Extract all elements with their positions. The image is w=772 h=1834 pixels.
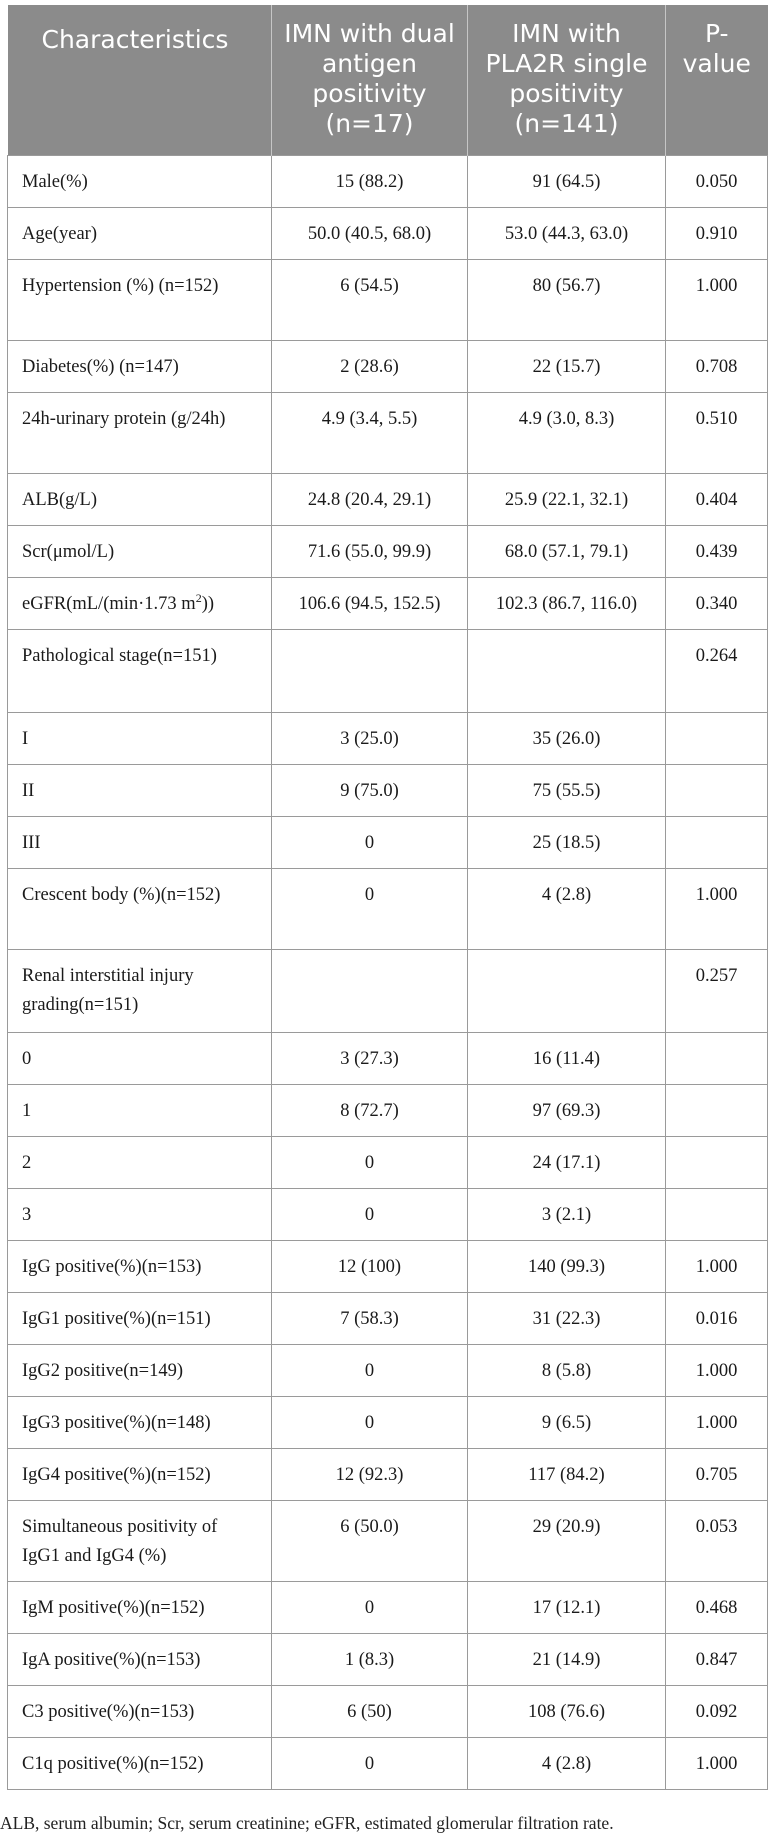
cell-p-value: 0.340 (666, 577, 768, 629)
cell-single-positivity: 25 (18.5) (468, 816, 666, 868)
cell-characteristic: I (8, 712, 272, 764)
table-row (8, 1581, 768, 1633)
cell-single-positivity: 140 (99.3) (468, 1240, 666, 1292)
cell-single-positivity: 31 (22.3) (468, 1292, 666, 1344)
table-row (8, 1448, 768, 1500)
table-row (8, 712, 768, 764)
cell-dual-positivity: 6 (50) (272, 1685, 468, 1737)
table-row (8, 577, 768, 629)
cell-characteristic: IgM positive(%)(n=152) (8, 1581, 272, 1633)
table-row (8, 816, 768, 868)
cell-single-positivity: 91 (64.5) (468, 155, 666, 207)
table-row (8, 1240, 768, 1292)
cell-p-value: 0.510 (666, 392, 768, 473)
cell-single-positivity: 25.9 (22.1, 32.1) (468, 473, 666, 525)
cell-p-value: 0.847 (666, 1633, 768, 1685)
cell-dual-positivity: 0 (272, 816, 468, 868)
table-row (8, 764, 768, 816)
cell-p-value: 0.053 (666, 1500, 768, 1581)
cell-dual-positivity: 0 (272, 1344, 468, 1396)
table-row (8, 1292, 768, 1344)
cell-dual-positivity: 15 (88.2) (272, 155, 468, 207)
cell-p-value (666, 764, 768, 816)
cell-dual-positivity: 1 (8.3) (272, 1633, 468, 1685)
table-row (8, 1500, 768, 1581)
cell-characteristic: 1 (8, 1084, 272, 1136)
table-row (8, 1032, 768, 1084)
cell-p-value: 1.000 (666, 1737, 768, 1789)
table-row (8, 949, 768, 1032)
table-container (7, 5, 767, 1790)
cell-p-value: 0.050 (666, 155, 768, 207)
cell-dual-positivity: 0 (272, 1188, 468, 1240)
cell-single-positivity: 75 (55.5) (468, 764, 666, 816)
cell-characteristic: Age(year) (8, 207, 272, 259)
cell-single-positivity: 17 (12.1) (468, 1581, 666, 1633)
cell-single-positivity: 21 (14.9) (468, 1633, 666, 1685)
cell-p-value: 0.264 (666, 629, 768, 712)
cell-single-positivity: 4 (2.8) (468, 868, 666, 949)
cell-characteristic: Simultaneous positivity of IgG1 and IgG4 (%) (8, 1500, 272, 1581)
cell-single-positivity: 35 (26.0) (468, 712, 666, 764)
cell-dual-positivity: 2 (28.6) (272, 340, 468, 392)
cell-characteristic: C3 positive(%)(n=153) (8, 1685, 272, 1737)
cell-p-value: 1.000 (666, 1240, 768, 1292)
cell-single-positivity: 117 (84.2) (468, 1448, 666, 1500)
cell-characteristic: IgA positive(%)(n=153) (8, 1633, 272, 1685)
table-row (8, 207, 768, 259)
cell-characteristic: 0 (8, 1032, 272, 1084)
cell-p-value: 0.708 (666, 340, 768, 392)
cell-single-positivity: 29 (20.9) (468, 1500, 666, 1581)
cell-single-positivity: 80 (56.7) (468, 259, 666, 340)
table-row (8, 392, 768, 473)
table-row (8, 1344, 768, 1396)
cell-characteristic: eGFR(mL/(min·1.73 $m^2$)) (8, 577, 272, 629)
header-p-value: P-value (666, 5, 768, 155)
table-footnote: ALB, serum albumin; Scr, serum creatinine; eGFR, estimated glomerular filtration rate. (0, 1813, 614, 1833)
cell-characteristic: IgG1 positive(%)(n=151) (8, 1292, 272, 1344)
table-row (8, 155, 768, 207)
cell-p-value: 0.016 (666, 1292, 768, 1344)
cell-p-value: 0.439 (666, 525, 768, 577)
cell-characteristic: IgG3 positive(%)(n=148) (8, 1396, 272, 1448)
cell-single-positivity (468, 949, 666, 1032)
table-row (8, 473, 768, 525)
cell-characteristic: Pathological stage(n=151) (8, 629, 272, 712)
header-characteristics: Characteristics (8, 5, 272, 155)
cell-p-value: 0.092 (666, 1685, 768, 1737)
cell-characteristic: III (8, 816, 272, 868)
cell-dual-positivity: 4.9 (3.4, 5.5) (272, 392, 468, 473)
cell-dual-positivity: 106.6 (94.5, 152.5) (272, 577, 468, 629)
table-row (8, 525, 768, 577)
cell-p-value (666, 1188, 768, 1240)
cell-p-value: 0.468 (666, 1581, 768, 1633)
table-row (8, 1737, 768, 1789)
cell-p-value: 1.000 (666, 868, 768, 949)
table-row (8, 1188, 768, 1240)
cell-p-value: 1.000 (666, 1344, 768, 1396)
cell-characteristic: C1q positive(%)(n=152) (8, 1737, 272, 1789)
cell-p-value (666, 1136, 768, 1188)
cell-single-positivity: 108 (76.6) (468, 1685, 666, 1737)
table-header (8, 5, 768, 155)
cell-p-value: 0.257 (666, 949, 768, 1032)
cell-dual-positivity: 0 (272, 1581, 468, 1633)
table-row (8, 629, 768, 712)
table-row (8, 868, 768, 949)
cell-characteristic: IgG4 positive(%)(n=152) (8, 1448, 272, 1500)
cell-dual-positivity: 3 (25.0) (272, 712, 468, 764)
cell-dual-positivity: 6 (54.5) (272, 259, 468, 340)
cell-dual-positivity (272, 949, 468, 1032)
cell-dual-positivity: 12 (100) (272, 1240, 468, 1292)
cell-dual-positivity: 8 (72.7) (272, 1084, 468, 1136)
cell-characteristic: Male(%) (8, 155, 272, 207)
cell-single-positivity: 102.3 (86.7, 116.0) (468, 577, 666, 629)
cell-characteristic: IgG positive(%)(n=153) (8, 1240, 272, 1292)
cell-dual-positivity: 0 (272, 1737, 468, 1789)
cell-characteristic: 2 (8, 1136, 272, 1188)
cell-single-positivity: 53.0 (44.3, 63.0) (468, 207, 666, 259)
cell-dual-positivity: 3 (27.3) (272, 1032, 468, 1084)
cell-p-value: 1.000 (666, 259, 768, 340)
table-row (8, 1136, 768, 1188)
table-row (8, 1685, 768, 1737)
cell-characteristic: IgG2 positive(n=149) (8, 1344, 272, 1396)
cell-p-value: 1.000 (666, 1396, 768, 1448)
header-single-positivity: IMN with PLA2R single positivity (n=141) (468, 5, 666, 155)
cell-single-positivity: 9 (6.5) (468, 1396, 666, 1448)
cell-single-positivity (468, 629, 666, 712)
characteristics-table (7, 5, 768, 1790)
cell-characteristic: Renal interstitial injury grading(n=151) (8, 949, 272, 1032)
cell-single-positivity: 4 (2.8) (468, 1737, 666, 1789)
cell-dual-positivity: 50.0 (40.5, 68.0) (272, 207, 468, 259)
cell-single-positivity: 4.9 (3.0, 8.3) (468, 392, 666, 473)
cell-characteristic: 24h-urinary protein (g/24h) (8, 392, 272, 473)
cell-single-positivity: 16 (11.4) (468, 1032, 666, 1084)
cell-p-value: 0.910 (666, 207, 768, 259)
cell-characteristic: II (8, 764, 272, 816)
cell-characteristic: Crescent body (%)(n=152) (8, 868, 272, 949)
table-row (8, 1633, 768, 1685)
cell-p-value (666, 816, 768, 868)
cell-dual-positivity: 24.8 (20.4, 29.1) (272, 473, 468, 525)
cell-dual-positivity: 71.6 (55.0, 99.9) (272, 525, 468, 577)
cell-p-value (666, 1032, 768, 1084)
cell-single-positivity: 22 (15.7) (468, 340, 666, 392)
cell-dual-positivity: 0 (272, 1396, 468, 1448)
header-dual-positivity: IMN with dual antigen positivity (n=17) (272, 5, 468, 155)
cell-single-positivity: 3 (2.1) (468, 1188, 666, 1240)
cell-dual-positivity: 6 (50.0) (272, 1500, 468, 1581)
cell-dual-positivity: 12 (92.3) (272, 1448, 468, 1500)
table-row (8, 259, 768, 340)
cell-characteristic: Diabetes(%) (n=147) (8, 340, 272, 392)
table-row (8, 340, 768, 392)
table-body (8, 155, 768, 1789)
cell-single-positivity: 68.0 (57.1, 79.1) (468, 525, 666, 577)
cell-characteristic: Hypertension (%) (n=152) (8, 259, 272, 340)
cell-single-positivity: 97 (69.3) (468, 1084, 666, 1136)
cell-p-value (666, 712, 768, 764)
cell-dual-positivity: 7 (58.3) (272, 1292, 468, 1344)
table-row (8, 1084, 768, 1136)
table-row (8, 1396, 768, 1448)
header-row (8, 5, 768, 155)
cell-single-positivity: 8 (5.8) (468, 1344, 666, 1396)
cell-p-value: 0.705 (666, 1448, 768, 1500)
cell-dual-positivity: 9 (75.0) (272, 764, 468, 816)
cell-dual-positivity: 0 (272, 1136, 468, 1188)
cell-characteristic: ALB(g/L) (8, 473, 272, 525)
cell-characteristic: Scr(μmol/L) (8, 525, 272, 577)
cell-characteristic: 3 (8, 1188, 272, 1240)
cell-dual-positivity (272, 629, 468, 712)
cell-p-value (666, 1084, 768, 1136)
cell-p-value: 0.404 (666, 473, 768, 525)
cell-single-positivity: 24 (17.1) (468, 1136, 666, 1188)
cell-dual-positivity: 0 (272, 868, 468, 949)
